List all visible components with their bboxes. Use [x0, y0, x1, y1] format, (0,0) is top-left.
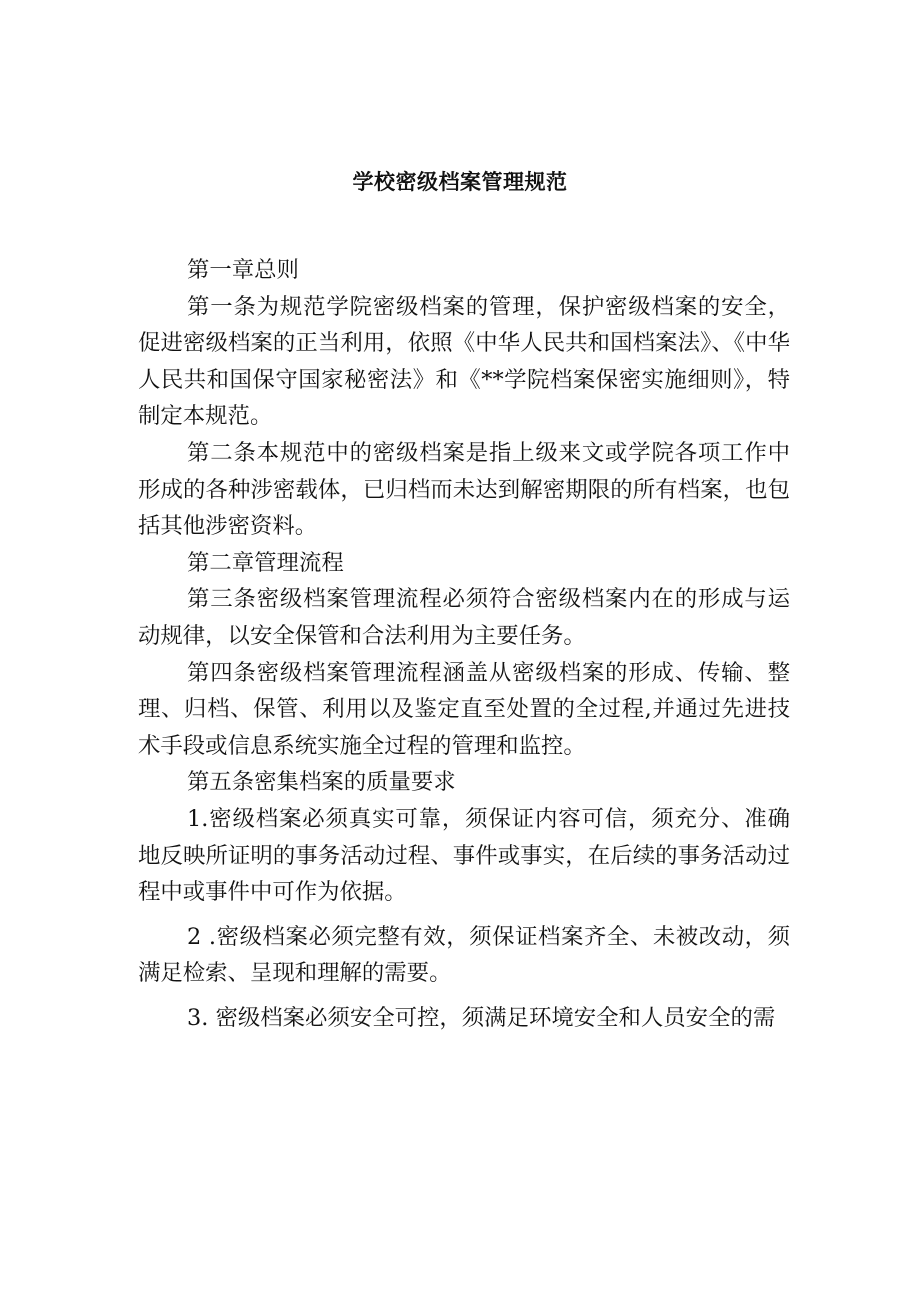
document-body — [138, 252, 790, 1036]
chapter-heading-general: 第一章总则 — [187, 257, 299, 283]
article-paragraph: 第四条密级档案管理流程涵盖从密级档案的形成、传输、整理、归档、保管、利用以及鉴定直至处置的全过程,并通过先进技术手段或信息系统实施全过程的管理和监控。 — [138, 659, 790, 759]
document-title: 学校密级档案管理规范 — [352, 170, 568, 194]
article-paragraph: 第五条密集档案的质量要求 — [187, 769, 456, 796]
chapter-heading-process: 第二章管理流程 — [187, 549, 344, 576]
list-item: 2 .密级档案必须完整有效，须保证档案齐全、未被改动，须满足检索、呈现和理解的需要。 — [138, 923, 790, 987]
article-paragraph: 第三条密级档案管理流程必须符合密级档案内在的形成与运动规律，以安全保管和合法利用为主要任务。 — [138, 586, 790, 649]
article-paragraph: 第一条为规范学院密级档案的管理，保护密级档案的安全，促进密级档案的正当利用，依照《中华人民共和国档案法》、《中华人民共和国保守国家秘密法》和《**学院档案保密实施细则》，特制定本规范。 — [138, 293, 790, 430]
article-paragraph: 第二条本规范中的密级档案是指上级来文或学院各项工作中形成的各种涉密载体，已归档而未达到解密期限的所有档案，也包括其他涉密资料。 — [138, 439, 790, 540]
list-item: 1.密级档案必须真实可靠，须保证内容可信，须充分、准确地反映所证明的事务活动过程、事件或事实，在后续的事务活动过程中或事件中可作为依据。 — [138, 805, 790, 906]
list-item: 3. 密级档案必须安全可控，须满足环境安全和人员安全的需 — [187, 1004, 776, 1031]
